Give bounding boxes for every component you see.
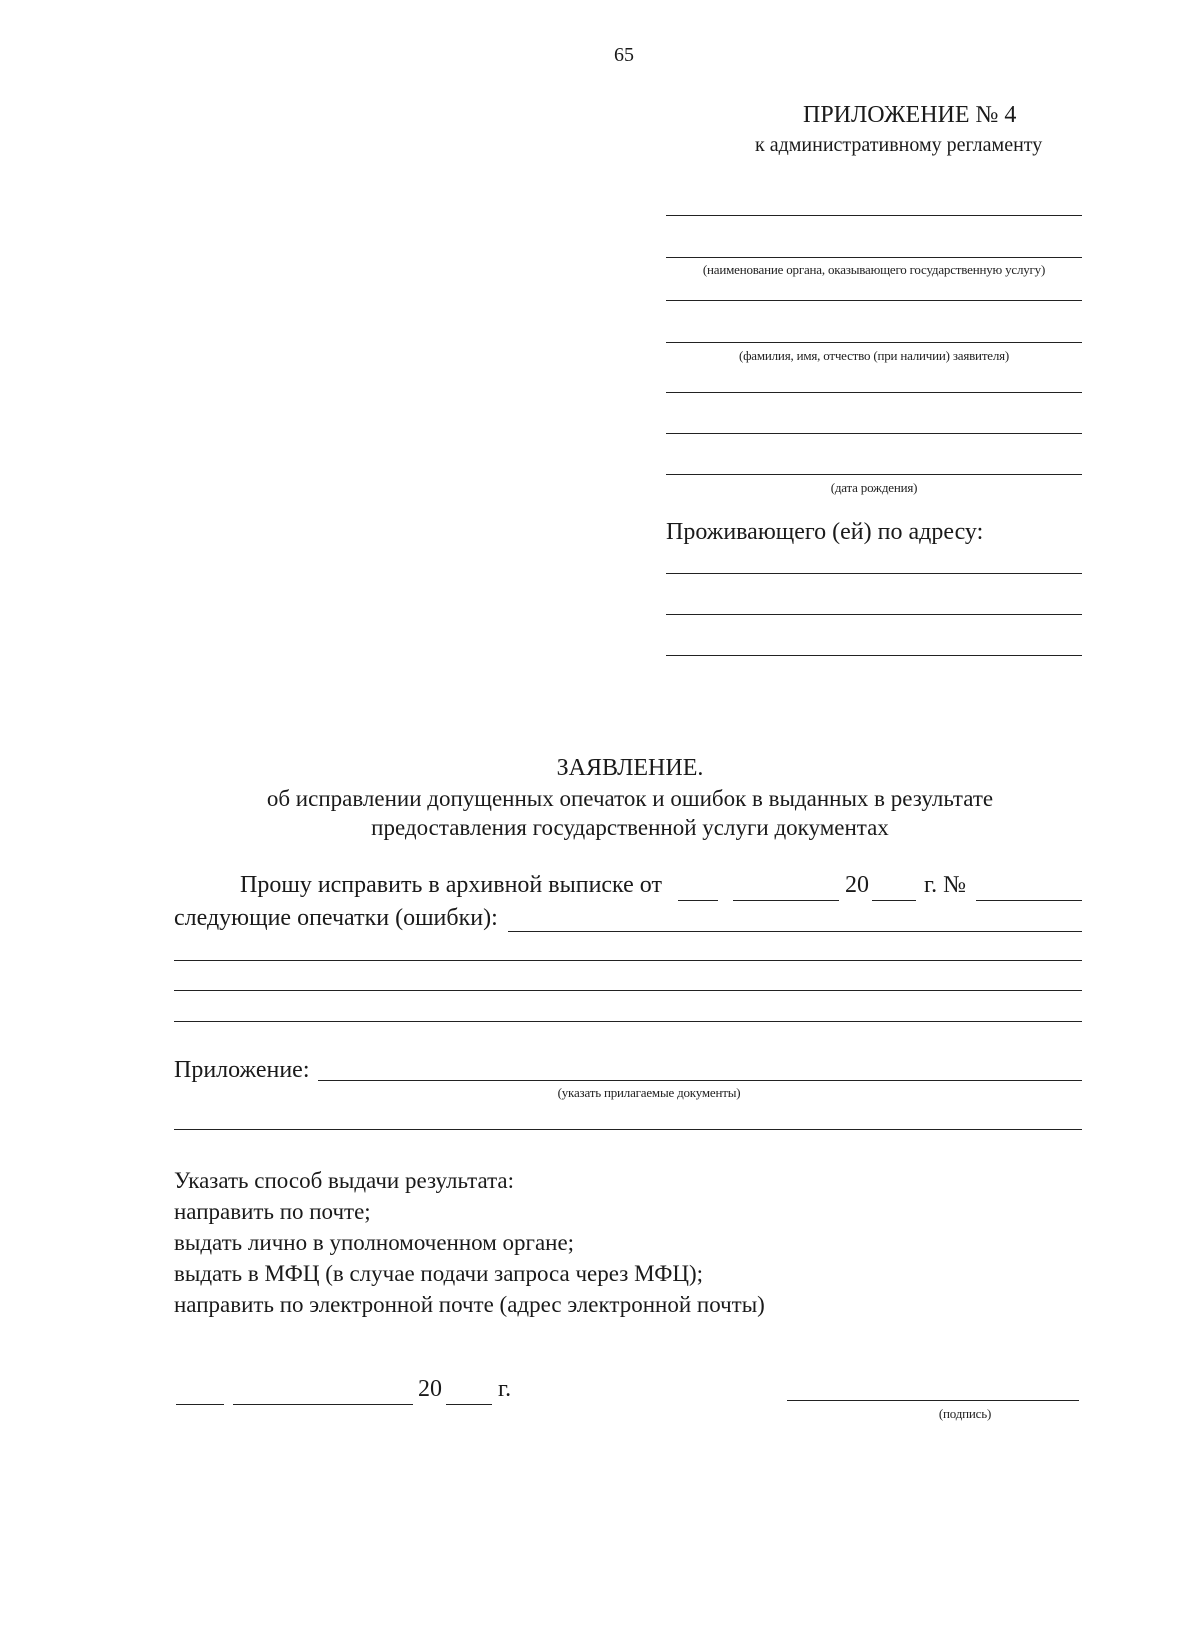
errors-label: следующие опечатки (ошибки): [174,905,498,931]
birth-caption: (дата рождения) [830,480,918,495]
birth-line [666,474,1082,475]
delivery-option: выдать лично в уполномоченном органе; [174,1230,575,1255]
statement-title: ЗАЯВЛЕНИЕ. [556,755,704,781]
fio-line-1 [666,300,1082,301]
request-year-prefix: 20 [845,872,869,898]
attachment-line-2 [174,1129,1082,1130]
statement-subtitle-2: предоставления государственной услуги документах [371,815,889,840]
org-line-2 [666,257,1082,258]
request-day-line [678,900,718,901]
errors-line-1 [508,931,1082,932]
delivery-option: направить по электронной почте (адрес электронной почты) [174,1292,765,1317]
statement-subtitle-1: об исправлении допущенных опечаток и ошибок в выданных в результате [266,786,994,811]
appendix-subtitle: к административному регламенту [755,134,1043,156]
address-line-1 [666,573,1082,574]
footer-year-line [446,1404,492,1405]
fio-caption: (фамилия, имя, отчество (при наличии) заявителя) [738,348,1010,363]
footer-day-line [176,1404,224,1405]
errors-line-3 [174,990,1082,991]
delivery-option: направить по почте; [174,1199,371,1224]
request-year-line [872,900,916,901]
signature-caption: (подпись) [938,1406,992,1421]
delivery-option: выдать в МФЦ (в случае подачи запроса через МФЦ); [174,1261,704,1286]
attachment-label: Приложение: [174,1057,310,1083]
org-line-1 [666,215,1082,216]
footer-month-line [233,1404,413,1405]
page-number: 65 [614,44,634,66]
address-line-3 [666,655,1082,656]
errors-line-2 [174,960,1082,961]
org-caption: (наименование органа, оказывающего государственную услугу) [702,262,1046,277]
request-number-label: г. № [924,872,967,898]
footer-year-suffix: г. [498,1376,512,1402]
request-number-line [976,900,1082,901]
errors-line-4 [174,1021,1082,1022]
fio-line-3 [666,392,1082,393]
request-text: Прошу исправить в архивной выписке от [240,872,662,898]
footer-year-prefix: 20 [418,1376,442,1402]
appendix-title: ПРИЛОЖЕНИЕ № 4 [803,102,1017,128]
attachment-line-1 [318,1080,1082,1081]
delivery-heading: Указать способ выдачи результата: [174,1168,515,1193]
signature-line [787,1400,1079,1401]
address-line-2 [666,614,1082,615]
address-label: Проживающего (ей) по адресу: [666,519,984,545]
request-month-line [733,900,839,901]
fio-line-4 [666,433,1082,434]
attachment-caption: (указать прилагаемые документы) [557,1085,741,1100]
fio-line-2 [666,342,1082,343]
